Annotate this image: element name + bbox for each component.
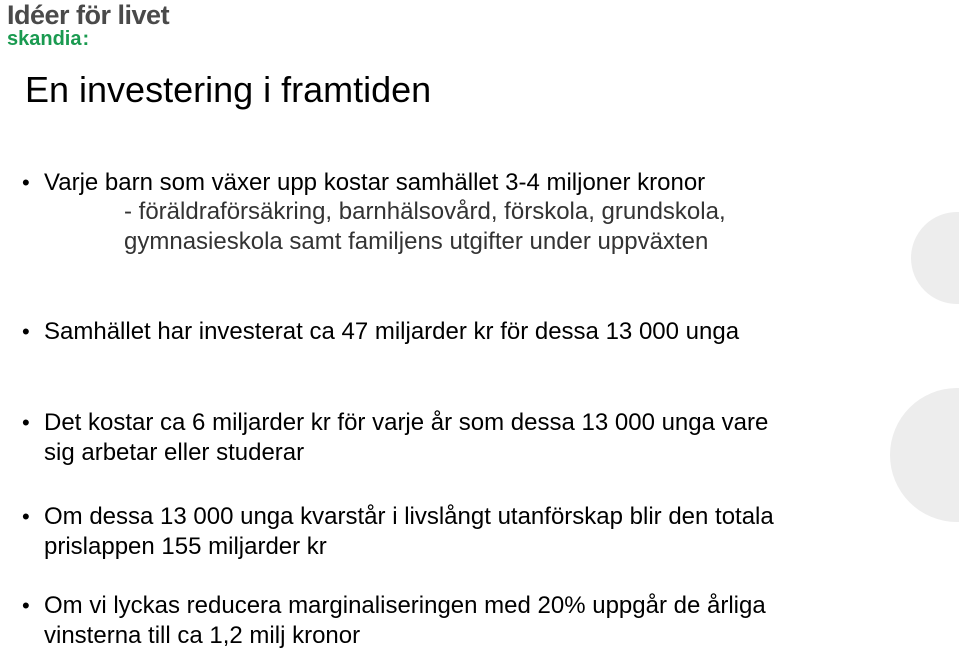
bullet-item <box>22 168 705 198</box>
logo-brand-name: skandia <box>7 28 82 50</box>
bullet-item <box>22 317 739 347</box>
bullet-line: Varje barn som växer upp kostar samhället 3-4 miljoner kronor <box>44 169 706 196</box>
bullet-line: vinsterna till ca 1,2 milj kronor <box>44 622 361 649</box>
slide-title: En investering i framtiden <box>25 69 432 110</box>
logo-brand <box>7 29 169 49</box>
decor-circle-middle <box>890 388 959 522</box>
bullet-marker: • <box>22 319 30 344</box>
bullet-line: prislappen 155 miljarder kr <box>44 533 327 560</box>
bullet-line: sig arbetar eller studerar <box>44 439 305 466</box>
decor-circle-top <box>911 212 959 304</box>
bullet-item <box>22 502 774 562</box>
bullet-marker: • <box>22 410 30 435</box>
bullet-line: Om dessa 13 000 unga kvarstår i livslångt utanförskap blir den totala <box>44 503 774 530</box>
bullet-line: Samhället har investerat ca 47 miljarder kr för dessa 13 000 unga <box>44 318 740 345</box>
bullet-line: Om vi lyckas reducera marginaliseringen med 20% uppgår de årliga <box>44 592 766 619</box>
skandia-logo <box>7 0 169 49</box>
bullet-marker: • <box>22 170 30 195</box>
bullet-sub-line: gymnasieskola samt familjens utgifter under uppväxten <box>124 228 709 255</box>
bullet-item <box>22 591 766 651</box>
decorative-circles <box>839 0 959 652</box>
bullet-marker: • <box>22 593 30 618</box>
logo-brand-mark: : <box>82 28 90 50</box>
bullet-item <box>22 408 768 468</box>
bullet-line: Det kostar ca 6 miljarder kr för varje år som dessa 13 000 unga vare <box>44 409 769 436</box>
bullet-sub-line: - föräldraförsäkring, barnhälsovård, förskola, grundskola, <box>124 198 726 225</box>
logo-tagline: Idéer för livet <box>7 0 170 30</box>
bullet-marker: • <box>22 504 30 529</box>
